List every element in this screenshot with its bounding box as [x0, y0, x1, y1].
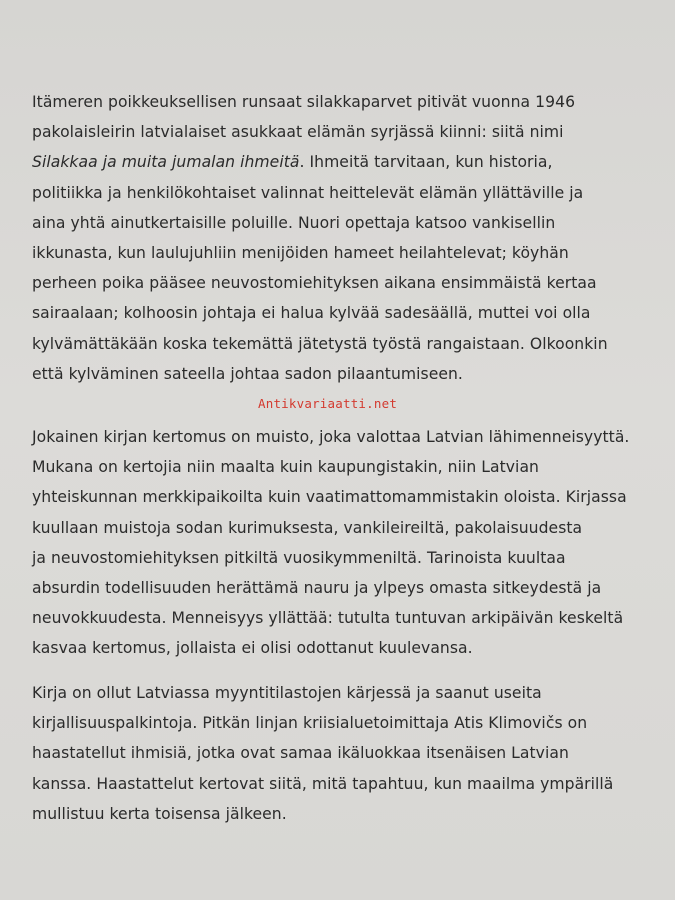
text-line: yhteiskunnan merkkipaikoilta kuin vaatimattomammistakin oloista. Kirjassa	[32, 488, 627, 507]
text-line: politiikka ja henkilökohtaiset valinnat heittelevät elämän yllättäville ja	[32, 183, 584, 202]
text-line: kirjallisuuspalkintoja. Pitkän linjan kriisialuetoimittaja Atis Klimovičs on	[32, 714, 588, 733]
text-line: Itämeren poikkeuksellisen runsaat silakkaparvet pitivät vuonna 1946	[32, 93, 576, 111]
watermark-text: Antikvariaatti.net	[258, 396, 398, 411]
paragraph-about	[32, 678, 657, 829]
text-line: sairaalaan; kolhoosin johtaja ei halua kylvää sadesäällä, muttei voi olla	[32, 304, 591, 323]
text-line: kanssa. Haastattelut kertovat siitä, mitä tapahtuu, kun maailma ympärillä	[32, 774, 614, 793]
text-line: Mukana on kertojia niin maalta kuin kaupungistakin, niin Latvian	[32, 458, 539, 477]
text-line: mullistuu kerta toisensa jälkeen.	[32, 804, 287, 823]
paragraph-intro	[32, 87, 657, 389]
text-line: pakolaisleirin latvialaiset asukkaat elämän syrjässä kiinni: siitä nimi	[32, 123, 564, 142]
text-line: neuvokkuudesta. Menneisyys yllättää: tutulta tuntuvan arkipäivän keskeltä	[32, 609, 624, 628]
text-line: kasvaa kertomus, jollaista ei olisi odottanut kuulevansa.	[32, 639, 473, 658]
text-line: haastatellut ihmisiä, jotka ovat samaa ikäluokkaa itsenäisen Latvian	[32, 744, 569, 763]
text-line: perheen poika pääsee neuvostomiehityksen aikana ensimmäistä kertaa	[32, 274, 597, 293]
text-line: että kylväminen sateella johtaa sadon pilaantumiseen.	[32, 364, 463, 383]
text-line: Jokainen kirjan kertomus on muisto, joka valottaa Latvian lähimenneisyyttä.	[32, 428, 630, 446]
text-fragment: . Ihmeitä tarvitaan, kun historia,	[299, 153, 553, 172]
text-line: kuullaan muistoja sodan kurimuksesta, vankileireiltä, pakolaisuudesta	[32, 518, 583, 537]
text-line: kylvämättäkään koska tekemättä jätetystä työstä rangaistaan. Olkoonkin	[32, 334, 608, 353]
text-line: Kirja on ollut Latviassa myyntitilastojen kärjessä ja saanut useita	[32, 684, 542, 702]
text-line: aina yhtä ainutkertaisille poluille. Nuori opettaja katsoo vankisellin	[32, 213, 556, 232]
paragraph-stories	[32, 422, 657, 664]
text-line: ja neuvostomiehityksen pitkiltä vuosikymmeniltä. Tarinoista kuultaa	[32, 548, 566, 567]
text-line: absurdin todellisuuden herättämä nauru ja ylpeys omasta sitkeydestä ja	[32, 579, 602, 598]
book-title: Silakkaa ja muita jumalan ihmeitä	[32, 153, 300, 172]
text-line-with-title	[32, 147, 657, 177]
text-line: ikkunasta, kun laulujuhliin menijöiden hameet heilahtelevat; köyhän	[32, 244, 569, 263]
